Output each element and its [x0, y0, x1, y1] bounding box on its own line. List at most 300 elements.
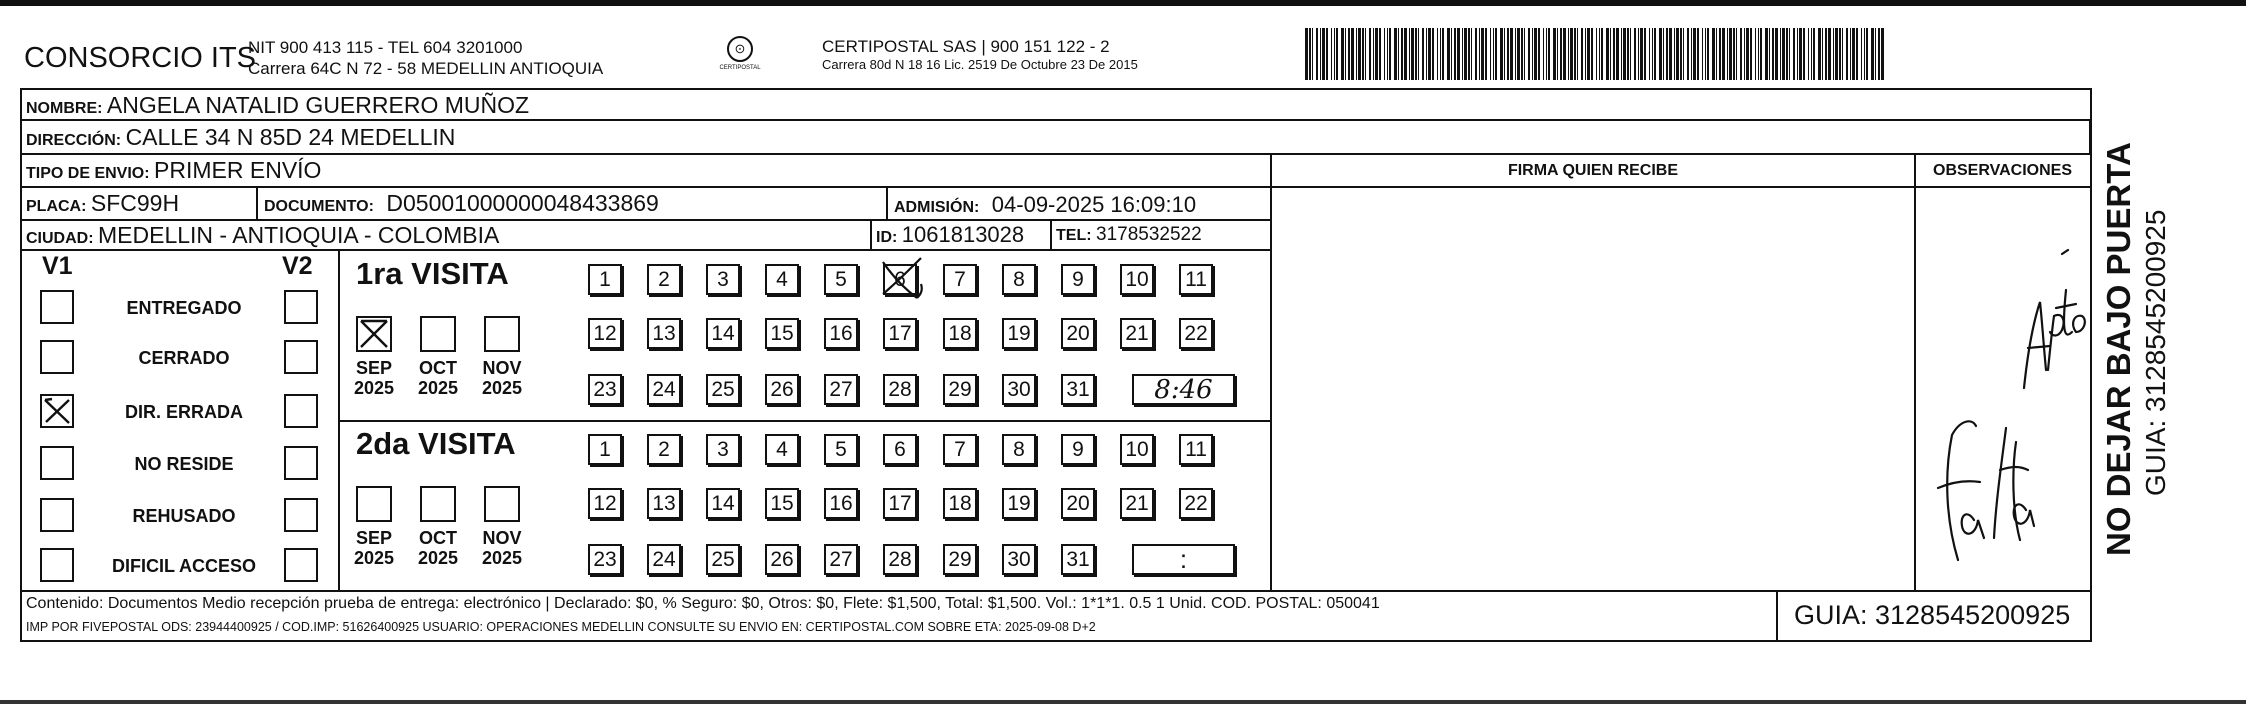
visit-time-box[interactable] — [1132, 544, 1235, 575]
ciudad-value: MEDELLIN - ANTIOQUIA - COLOMBIA — [98, 222, 500, 248]
barcode-bar — [1818, 28, 1821, 80]
barcode-bar — [1842, 28, 1843, 80]
barcode-bar — [1875, 28, 1876, 80]
barcode-bar — [1871, 28, 1874, 80]
barcode-bar — [1401, 28, 1403, 80]
barcode-bar — [1697, 28, 1699, 80]
day-number: 29 — [948, 378, 972, 401]
day-number: 20 — [1066, 322, 1090, 345]
barcode-bar — [1546, 28, 1547, 80]
barcode-bar — [1864, 28, 1865, 80]
barcode-bar — [1464, 28, 1467, 80]
day-box[interactable] — [765, 264, 799, 295]
barcode-bar — [1398, 28, 1399, 80]
day-number: 31 — [1066, 548, 1090, 571]
barcode-bar — [1389, 28, 1391, 80]
barcode-bar — [1411, 28, 1414, 80]
day-box[interactable] — [943, 318, 977, 349]
barcode-bar — [1644, 28, 1646, 80]
admision-label: ADMISIÓN: — [894, 199, 980, 216]
barcode-bar — [1553, 28, 1556, 80]
month-name: NOV — [482, 358, 522, 378]
day-box[interactable] — [824, 264, 858, 295]
barcode-bar — [1454, 28, 1456, 80]
day-number: 1 — [599, 438, 611, 461]
ciudad-field — [26, 222, 499, 249]
direccion-field — [26, 124, 455, 151]
day-number: 11 — [1185, 268, 1207, 291]
day-number: 26 — [770, 548, 794, 571]
barcode-bar — [1630, 28, 1631, 80]
barcode-bar — [1616, 28, 1619, 80]
day-box[interactable] — [883, 318, 917, 349]
status-divider — [338, 249, 340, 590]
barcode-bar — [1351, 28, 1354, 80]
barcode-bar — [1409, 28, 1410, 80]
month-year: 2025 — [481, 548, 523, 568]
barcode-bar — [1379, 28, 1381, 80]
barcode-bar — [1538, 28, 1540, 80]
barcode-bar — [1437, 28, 1438, 80]
barcode-bar — [1362, 28, 1364, 80]
day-box[interactable] — [1002, 434, 1036, 465]
barcode-bar — [1534, 28, 1537, 80]
handwritten-observation — [1916, 220, 2091, 590]
barcode-bar — [1712, 28, 1715, 80]
barcode-bar — [1755, 28, 1756, 80]
certipostal-logo-icon: ⊙ CERTIPOSTAL — [718, 36, 762, 71]
status-label: DIR. ERRADA — [124, 402, 243, 422]
cell-divider — [1050, 219, 1052, 249]
direccion-label: DIRECCIÓN: — [26, 132, 122, 149]
barcode-bar — [1326, 28, 1328, 80]
day-number: 28 — [888, 548, 912, 571]
barcode-bar — [1765, 28, 1768, 80]
day-box[interactable] — [1179, 318, 1213, 349]
nombre-field — [26, 92, 529, 119]
day-number: 27 — [829, 548, 853, 571]
placa-value: SFC99H — [90, 190, 180, 216]
day-number: 2 — [658, 268, 670, 291]
barcode-bar — [1744, 28, 1745, 80]
barcode-bar — [1808, 28, 1809, 80]
bottom-border — [0, 700, 2246, 704]
barcode-bar — [1634, 28, 1636, 80]
barcode-bar — [1387, 28, 1388, 80]
day-box[interactable] — [706, 374, 740, 405]
day-box[interactable] — [883, 434, 917, 465]
v2-checkbox[interactable] — [284, 290, 318, 324]
nit-line: NIT 900 413 115 - TEL 604 3201000 — [248, 38, 523, 57]
barcode-bar — [1356, 28, 1357, 80]
day-number: 1 — [599, 268, 611, 291]
day-box[interactable] — [1002, 488, 1036, 519]
barcode-bar — [1320, 28, 1321, 80]
day-box[interactable] — [1002, 544, 1036, 575]
day-box[interactable] — [1002, 318, 1036, 349]
barcode-bar — [1601, 28, 1603, 80]
barcode-bar — [1418, 28, 1419, 80]
day-box[interactable] — [588, 264, 622, 295]
side-guia: GUIA: 3128545200925 — [2140, 209, 2171, 496]
day-box[interactable] — [647, 434, 681, 465]
barcode-bar — [1528, 28, 1530, 80]
barcode-bar — [1799, 28, 1802, 80]
cell-divider — [886, 186, 888, 219]
barcode-bar — [1613, 28, 1615, 80]
day-number: 18 — [948, 492, 972, 515]
barcode-bar — [1373, 28, 1374, 80]
barcode-bar — [1782, 28, 1785, 80]
barcode-bar — [1422, 28, 1424, 80]
month-name: SEP — [355, 358, 393, 378]
barcode-bar — [1649, 28, 1650, 80]
day-box[interactable] — [647, 544, 681, 575]
day-box[interactable] — [1061, 318, 1095, 349]
documento-field — [264, 190, 659, 217]
day-number: 23 — [593, 548, 617, 571]
barcode-bar — [1543, 28, 1544, 80]
barcode-bar — [1760, 28, 1762, 80]
day-box[interactable] — [588, 318, 622, 349]
day-box[interactable] — [765, 488, 799, 519]
day-box[interactable] — [1120, 434, 1154, 465]
day-box[interactable] — [824, 434, 858, 465]
v2-checkbox[interactable] — [284, 548, 318, 582]
day-number: 14 — [711, 492, 735, 515]
footer-content: Contenido: Documentos Medio recepción prueba de entrega: electrónico | Declarado: $0, % Seguro: $0, Otros: $0, Flete: $1,500, Total: $1,500. Vol.: 1*1*1. 0.5 1 Unid. COD. POSTAL: 050041 — [26, 595, 1380, 612]
barcode-bar — [1822, 28, 1823, 80]
top-border — [0, 0, 2246, 6]
company-contact — [248, 37, 603, 79]
barcode-bar — [1702, 28, 1703, 80]
status-label: CERRADO — [138, 348, 230, 368]
day-number: 17 — [888, 492, 912, 515]
day-box[interactable] — [765, 434, 799, 465]
day-box[interactable] — [1002, 374, 1036, 405]
barcode-bar — [1640, 28, 1643, 80]
barcode-bar — [1707, 28, 1709, 80]
barcode-bar — [1305, 28, 1308, 80]
day-box[interactable] — [824, 488, 858, 519]
barcode-bar — [1479, 28, 1480, 80]
v2-checkbox[interactable] — [284, 340, 318, 374]
month-name: OCT — [419, 528, 457, 548]
day-number: 11 — [1185, 438, 1207, 461]
visit-title: 1ra VISITA — [356, 256, 509, 291]
day-box[interactable] — [1120, 318, 1154, 349]
barcode-bar — [1415, 28, 1417, 80]
barcode-bar — [1786, 28, 1788, 80]
cell-divider — [870, 219, 872, 249]
barcode-bar — [1457, 28, 1460, 80]
day-number: 25 — [711, 548, 735, 571]
barcode-bar — [1495, 28, 1497, 80]
barcode-bar — [1471, 28, 1472, 80]
v1-checkbox[interactable] — [40, 498, 74, 532]
status-label: DIFICIL ACCESO — [111, 556, 256, 576]
row-divider — [20, 249, 1270, 251]
day-number: 19 — [1007, 322, 1031, 345]
id-label: ID: — [876, 229, 898, 246]
barcode-bar — [1793, 28, 1795, 80]
day-box[interactable] — [1120, 488, 1154, 519]
barcode-bar — [1676, 28, 1679, 80]
barcode-bar — [1507, 28, 1509, 80]
day-box[interactable] — [883, 374, 917, 405]
day-box[interactable] — [1179, 434, 1213, 465]
month-checkbox[interactable] — [484, 486, 520, 522]
barcode-bar — [1623, 28, 1626, 80]
row-divider — [20, 186, 1270, 188]
day-number: 4 — [776, 268, 788, 291]
day-box[interactable] — [706, 488, 740, 519]
v1-checkbox[interactable] — [40, 446, 74, 480]
row-divider — [20, 119, 2092, 121]
barcode-bar — [1680, 28, 1682, 80]
barcode-bar — [1577, 28, 1578, 80]
v1-checkbox[interactable] — [40, 290, 74, 324]
day-box[interactable] — [1061, 264, 1095, 295]
day-number: 12 — [593, 492, 617, 515]
barcode-bar — [1780, 28, 1781, 80]
certipostal-line1: CERTIPOSTAL SAS | 900 151 122 - 2 — [822, 37, 1110, 56]
cell-divider — [256, 186, 258, 219]
day-box[interactable] — [1179, 488, 1213, 519]
barcode-bar — [1568, 28, 1569, 80]
day-box[interactable] — [1061, 544, 1095, 575]
barcode-bar — [1557, 28, 1558, 80]
day-box[interactable] — [1061, 434, 1095, 465]
day-number: 3 — [717, 438, 729, 461]
barcode-bar — [1504, 28, 1505, 80]
row-divider — [20, 153, 2092, 155]
day-box[interactable] — [1179, 264, 1213, 295]
day-box[interactable] — [588, 488, 622, 519]
day-box[interactable] — [883, 488, 917, 519]
day-number: 15 — [770, 322, 794, 345]
ciudad-label: CIUDAD: — [26, 230, 94, 247]
barcode-bar — [1581, 28, 1583, 80]
day-box[interactable] — [765, 544, 799, 575]
barcode-bar — [1740, 28, 1742, 80]
day-box[interactable] — [943, 488, 977, 519]
barcode-bar — [1591, 28, 1593, 80]
day-number: 25 — [711, 378, 735, 401]
day-number: 17 — [888, 322, 912, 345]
v2-checkbox[interactable] — [284, 446, 318, 480]
visit-divider — [338, 420, 1270, 422]
barcode-bar — [1666, 28, 1668, 80]
tipo-envio-label: TIPO DE ENVIO: — [26, 165, 150, 182]
day-box[interactable] — [824, 318, 858, 349]
barcode-bar — [1481, 28, 1484, 80]
barcode-bar — [1490, 28, 1491, 80]
day-box[interactable] — [588, 544, 622, 575]
day-number: 30 — [1007, 378, 1031, 401]
day-box[interactable] — [647, 374, 681, 405]
barcode-bar — [1517, 28, 1520, 80]
barcode-bar — [1716, 28, 1717, 80]
barcode-bar — [1736, 28, 1737, 80]
barcode-bar — [1638, 28, 1639, 80]
day-box[interactable] — [943, 264, 977, 295]
month-checkbox[interactable] — [420, 316, 456, 352]
barcode-bar — [1599, 28, 1600, 80]
barcode-bar — [1451, 28, 1452, 80]
barcode-bar — [1447, 28, 1450, 80]
v1-checkbox[interactable] — [40, 394, 74, 428]
day-number: 9 — [1072, 268, 1084, 291]
tel-label: TEL: — [1056, 227, 1092, 244]
barcode-bar — [1719, 28, 1721, 80]
barcode-bar — [1322, 28, 1325, 80]
day-box[interactable] — [943, 544, 977, 575]
barcode-bar — [1825, 28, 1827, 80]
company-name: CONSORCIO ITS — [24, 42, 257, 74]
tipo-envio-field — [26, 157, 321, 184]
barcode-bar — [1627, 28, 1629, 80]
barcode-bar — [1440, 28, 1441, 80]
month-label — [477, 528, 527, 568]
day-box[interactable] — [1061, 374, 1095, 405]
barcode-bar — [1432, 28, 1434, 80]
day-box[interactable] — [706, 264, 740, 295]
barcode-bar — [1693, 28, 1696, 80]
month-checkbox[interactable] — [420, 486, 456, 522]
barcode-bar — [1750, 28, 1752, 80]
day-box[interactable] — [883, 544, 917, 575]
day-box[interactable] — [706, 544, 740, 575]
day-box[interactable] — [943, 374, 977, 405]
barcode-bar — [1669, 28, 1672, 80]
barcode-bar — [1861, 28, 1862, 80]
barcode-bar — [1428, 28, 1431, 80]
footer-divider — [20, 590, 2092, 592]
day-number: 22 — [1184, 322, 1208, 345]
side-warning: NO DEJAR BAJO PUERTA — [2100, 142, 2137, 556]
barcode-bar — [1659, 28, 1662, 80]
day-box[interactable] — [824, 374, 858, 405]
day-box[interactable] — [765, 374, 799, 405]
barcode-bar — [1674, 28, 1675, 80]
barcode-bar — [1348, 28, 1350, 80]
day-box[interactable] — [1061, 488, 1095, 519]
day-number: 28 — [888, 378, 912, 401]
month-checkbox[interactable] — [484, 316, 520, 352]
day-box[interactable] — [1120, 264, 1154, 295]
barcode-bar — [1596, 28, 1597, 80]
tel-value: 3178532522 — [1096, 224, 1202, 245]
barcode-bar — [1746, 28, 1749, 80]
barcode-bar — [1856, 28, 1858, 80]
v1-checkbox[interactable] — [40, 548, 74, 582]
month-name: NOV — [482, 528, 522, 548]
day-box[interactable] — [588, 374, 622, 405]
firma-header: FIRMA QUIEN RECIBE — [1507, 162, 1679, 179]
day-box[interactable] — [883, 264, 917, 295]
row-divider — [1270, 186, 2092, 188]
day-number: 8 — [1013, 268, 1025, 291]
day-number: 6 — [894, 268, 906, 291]
col-divider — [2089, 119, 2091, 153]
barcode-bar — [1563, 28, 1566, 80]
v1-checkbox[interactable] — [40, 340, 74, 374]
day-box[interactable] — [824, 544, 858, 575]
day-number: 6 — [894, 438, 906, 461]
day-number: 10 — [1125, 268, 1149, 291]
status-label: REHUSADO — [132, 506, 236, 526]
day-box[interactable] — [647, 318, 681, 349]
day-number: 21 — [1125, 492, 1149, 515]
barcode-bar — [1797, 28, 1798, 80]
day-box[interactable] — [943, 434, 977, 465]
barcode-bar — [1729, 28, 1732, 80]
barcode-bar — [1475, 28, 1477, 80]
barcode-bar — [1775, 28, 1778, 80]
day-box[interactable] — [706, 318, 740, 349]
barcode-bar — [1316, 28, 1318, 80]
barcode-bar — [1345, 28, 1346, 80]
day-box[interactable] — [647, 264, 681, 295]
visit-time-box[interactable] — [1132, 374, 1235, 405]
month-label — [477, 358, 527, 398]
barcode-bar — [1606, 28, 1609, 80]
day-number: 16 — [829, 322, 853, 345]
day-mark-icon — [877, 254, 927, 312]
barcode-bar — [1521, 28, 1523, 80]
barcode-bar — [1878, 28, 1880, 80]
month-checkbox[interactable] — [356, 316, 392, 352]
barcode-bar — [1309, 28, 1311, 80]
day-number: 24 — [652, 378, 676, 401]
barcode — [1305, 28, 1887, 80]
day-number: 16 — [829, 492, 853, 515]
barcode-bar — [1394, 28, 1397, 80]
day-box[interactable] — [647, 488, 681, 519]
barcode-bar — [1587, 28, 1590, 80]
visit-title: 2da VISITA — [356, 426, 516, 461]
barcode-bar — [1811, 28, 1812, 80]
day-number: 13 — [652, 492, 676, 515]
barcode-bar — [1585, 28, 1586, 80]
barcode-bar — [1789, 28, 1790, 80]
day-box[interactable] — [765, 318, 799, 349]
tipo-envio-value: PRIMER ENVÍO — [154, 157, 322, 183]
month-label — [413, 528, 463, 568]
barcode-bar — [1548, 28, 1550, 80]
barcode-bar — [1813, 28, 1815, 80]
day-box[interactable] — [706, 434, 740, 465]
month-checkbox[interactable] — [356, 486, 392, 522]
month-year: 2025 — [353, 548, 395, 568]
day-number: 7 — [954, 268, 966, 291]
barcode-bar — [1532, 28, 1533, 80]
day-box[interactable] — [588, 434, 622, 465]
day-number: 31 — [1066, 378, 1090, 401]
day-number: 24 — [652, 548, 676, 571]
v2-checkbox[interactable] — [284, 498, 318, 532]
barcode-bar — [1769, 28, 1770, 80]
day-number: 19 — [1007, 492, 1031, 515]
v2-checkbox[interactable] — [284, 394, 318, 428]
day-number: 7 — [954, 438, 966, 461]
day-number: 30 — [1007, 548, 1031, 571]
barcode-bar — [1835, 28, 1838, 80]
barcode-bar — [1365, 28, 1366, 80]
barcode-bar — [1462, 28, 1463, 80]
day-box[interactable] — [1002, 264, 1036, 295]
